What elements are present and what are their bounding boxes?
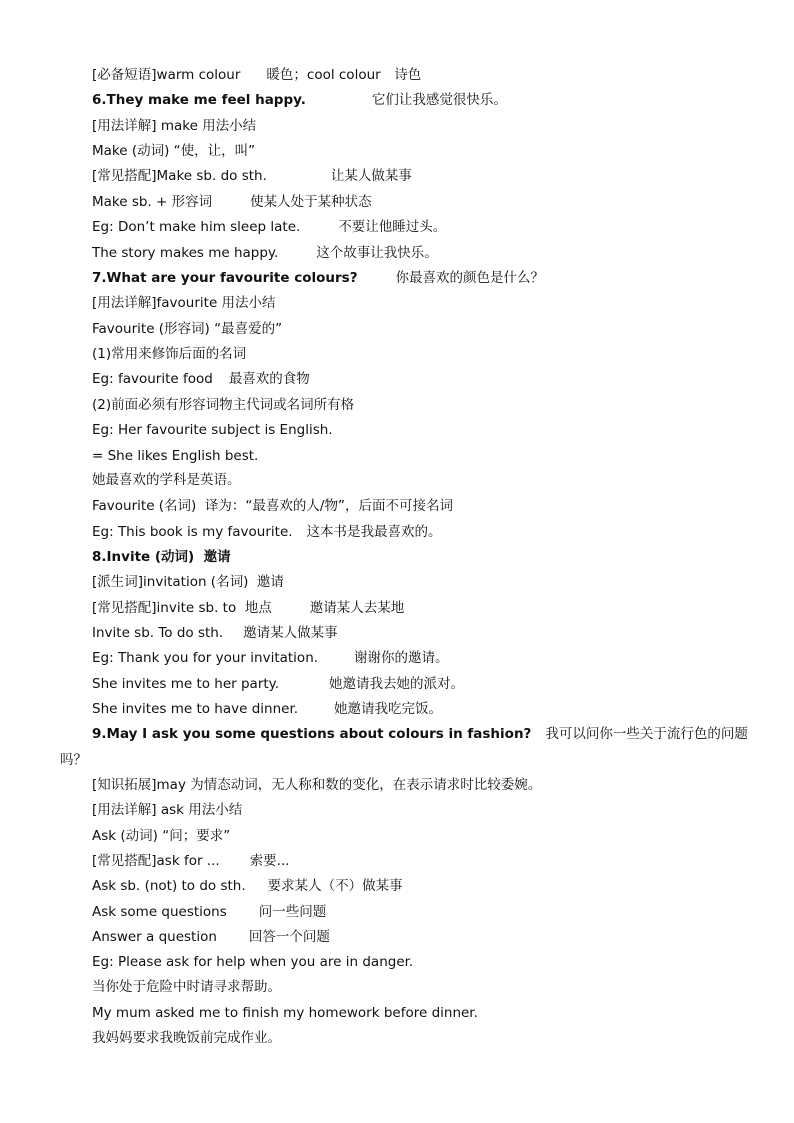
text-line: The story makes me happy. 这个故事让我快乐。 xyxy=(92,245,438,261)
text-line: 当你处于危险中时请寻求帮助。 xyxy=(92,979,281,995)
text-line: 9.May I ask you some questions about colours in fashion? 我可以问你一些关于流行色的问题 xyxy=(92,726,748,742)
text-line: My mum asked me to finish my homework before dinner. xyxy=(92,1005,478,1021)
text-line: 7.What are your favourite colours? 你最喜欢的颜色是什么？ xyxy=(92,270,545,286)
text-line: Invite sb. To do sth. 邀请某人做某事 xyxy=(92,625,338,641)
text-line: 我妈妈要求我晚饭前完成作业。 xyxy=(92,1030,281,1046)
text-line: Eg: favourite food 最喜欢的食物 xyxy=(92,371,310,387)
text-line: She invites me to have dinner. 她邀请我吃完饭。 xyxy=(92,701,443,717)
text-line: [用法详解]favourite 用法小结 xyxy=(92,295,276,311)
text-line: Favourite (名词) 译为：“最喜欢的人/物”，后面不可接名词 xyxy=(92,498,453,514)
text-line: [知识拓展]may 为情态动词，无人称和数的变化，在表示请求时比较委婉。 xyxy=(92,777,542,793)
text-line: [常见搭配]ask for ... 索要... xyxy=(92,853,290,869)
text-line: Make (动词) “使，让，叫” xyxy=(92,143,256,159)
text-line: Answer a question 回答一个问题 xyxy=(92,929,330,945)
text-line: [常见搭配]invite sb. to 地点 邀请某人去某地 xyxy=(92,600,405,616)
text-line: [用法详解] make 用法小结 xyxy=(92,118,257,134)
text-line: 吗？ xyxy=(60,752,87,768)
text-line: She invites me to her party. 她邀请我去她的派对。 xyxy=(92,676,465,692)
text-line: [用法详解] ask 用法小结 xyxy=(92,802,243,818)
text-line: 6.They make me feel happy. 它们让我感觉很快乐。 xyxy=(92,92,507,108)
text-line: Eg: Please ask for help when you are in danger. xyxy=(92,954,414,970)
text-line: Eg: Thank you for your invitation. 谢谢你的邀请。 xyxy=(92,650,449,666)
text-line: [必备短语]warm colour 暖色；cool colour 诗色 xyxy=(92,67,422,83)
text-line: Ask (动词) “问；要求” xyxy=(92,828,231,844)
text-line: 8.Invite (动词) 邀请 xyxy=(92,549,231,565)
text-line: Ask sb. (not) to do sth. 要求某人（不）做某事 xyxy=(92,878,403,894)
text-line: (2)前面必须有形容词物主代词或名词所有格 xyxy=(92,397,355,413)
text-line: Favourite (形容词) “最喜爱的” xyxy=(92,321,283,337)
text-line: Make sb. + 形容词 使某人处于某种状态 xyxy=(92,194,372,210)
text-line: 她最喜欢的学科是英语。 xyxy=(92,472,241,488)
text-line: = She likes English best. xyxy=(92,448,259,464)
text-line: [派生词]invitation (名词) 邀请 xyxy=(92,574,284,590)
text-line: [常见搭配]Make sb. do sth. 让某人做某事 xyxy=(92,168,412,184)
text-line: Eg: Her favourite subject is English. xyxy=(92,422,333,438)
text-line: (1)常用来修饰后面的名词 xyxy=(92,346,247,362)
text-line: Ask some questions 问一些问题 xyxy=(92,904,327,920)
text-line: Eg: Don’t make him sleep late. 不要让他睡过头。 xyxy=(92,219,447,235)
text-line: Eg: This book is my favourite. 这本书是我最喜欢的。 xyxy=(92,524,442,540)
